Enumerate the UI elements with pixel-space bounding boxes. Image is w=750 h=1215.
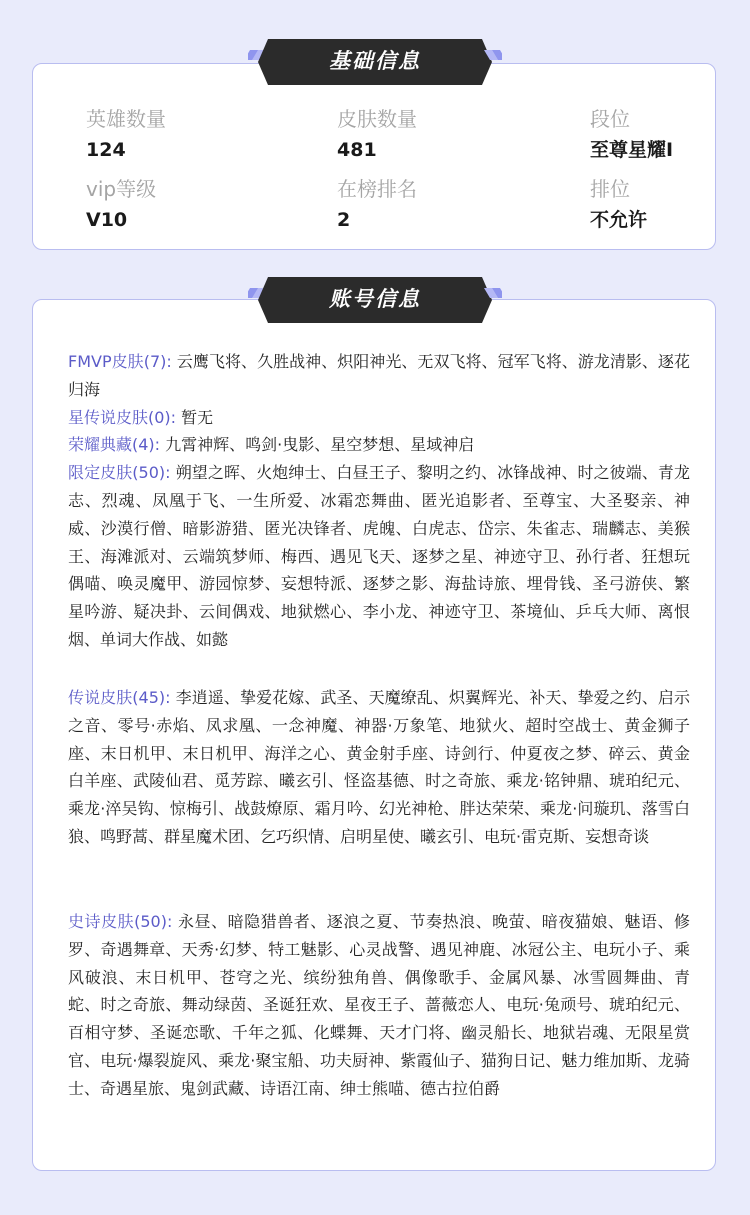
skin-group-legend (68, 684, 690, 851)
account-info-banner (248, 276, 502, 324)
stat-value: V10 (86, 209, 128, 231)
basic-info-card (32, 63, 716, 250)
skin-category-label: 限定皮肤(50): (68, 463, 171, 483)
stat-rank-tier (590, 105, 673, 164)
stat-value: 不允许 (590, 209, 648, 231)
skin-category-label: FMVP皮肤(7): (68, 352, 172, 371)
stat-value: 2 (337, 209, 351, 231)
stat-label: 英雄数量 (86, 107, 166, 131)
skin-category-label: 史诗皮肤(50): (68, 912, 173, 931)
skin-category-items: 九霄神辉、鸣剑·曳影、星空梦想、星域神启 (165, 435, 475, 455)
skin-category-label: 星传说皮肤(0): (68, 407, 177, 427)
banner-title: 账号信息 (329, 287, 421, 311)
skin-category-items: 永昼、暗隐猎兽者、逐浪之夏、节奏热浪、晚萤、暗夜猫娘、魅语、修罗、奇遇舞章、天秀·幻梦、特工魅影、心灵战警、遇见神鹿、冰冠公主、电玩小子、乘风破浪、末日机甲、苍穹之光、缤纷独角兽、偶像歌手、金属风暴、冰雪圆舞曲、青蛇、时之奇旅、舞动绿茵、圣诞狂欢、星夜王子、蔷薇恋人、电玩·兔顽号、琥珀纪元、百相守梦、圣诞恋歌、千年之狐、化蝶舞、天才门将、幽灵船长、地狱岩魂、无限星赏官、电玩·爆裂旋风、乘龙·聚宝船、功夫厨神、紫霞仙子、猫狗日记、魅力维加斯、龙骑士、奇遇星旅、鬼剑武藏、诗语江南、绅士熊喵、德古拉伯爵 (68, 912, 690, 1098)
stat-label: 在榜排名 (337, 177, 417, 201)
stat-vip-level (86, 175, 156, 234)
stat-hero-count (86, 105, 166, 164)
skin-category-fmvp (68, 348, 690, 404)
skin-category-items: 朔望之晖、火炮绅士、白昼王子、黎明之约、冰锋战神、时之彼端、青龙志、烈魂、凤凰于飞、一生所爱、冰霜恋舞曲、匿光追影者、至尊宝、大圣娶亲、神威、沙漠行僧、暗影游猎、匿光决锋者、虎魄、白虎志、岱宗、朱雀志、瑞麟志、美猴王、海滩派对、云端筑梦师、梅西、遇见飞天、逐梦之星、神迹守卫、孙行者、狂想玩偶喵、唤灵魔甲、游园惊梦、妄想特派、逐梦之影、海盐诗旅、埋骨钱、圣弓游侠、繁星吟游、疑决卦、云间偶戏、地狱燃心、李小龙、神迹守卫、茶境仙、乒乓大师、离恨烟、单词大作战、如懿 (68, 463, 690, 649)
stat-label: 段位 (590, 107, 630, 131)
stat-label: 排位 (590, 177, 630, 201)
skin-category-star-legend (68, 404, 690, 432)
skin-category-items: 云鹰飞将、久胜战神、炽阳神光、无双飞将、冠军飞将、游龙清影、逐花归海 (68, 352, 690, 399)
stat-label: 皮肤数量 (337, 107, 417, 131)
stat-skin-count (337, 105, 417, 164)
skin-category-items: 暂无 (181, 407, 214, 427)
stat-label: vip等级 (86, 177, 157, 201)
skin-category-items: 李逍遥、挚爱花嫁、武圣、天魔缭乱、炽翼辉光、补天、挚爱之约、启示之音、零号·赤焰、凤求凰、一念神魔、神器·万象笔、地狱火、超时空战士、黄金狮子座、末日机甲、末日机甲、海洋之心、黄金射手座、诗剑行、仲夏夜之梦、碎云、黄金白羊座、武陵仙君、觅芳踪、曦玄引、怪盗基德、时之奇旅、乘龙·铭钟鼎、琥珀纪元、乘龙·淬吴钩、惊梅引、战鼓燎原、霜月吟、幻光神枪、胖达荣荣、乘龙·问璇玑、落雪白狼、鸣野蒿、群星魔术团、乞巧织情、启明星使、曦玄引、电玩·雷克斯、妄想奇谈 (68, 688, 690, 846)
skin-category-legend (68, 684, 690, 851)
skin-category-limited (68, 459, 690, 654)
stat-value: 至尊星耀I (590, 139, 674, 161)
stat-value: 481 (337, 139, 377, 161)
skin-category-glory-collection (68, 431, 690, 459)
skin-category-label: 传说皮肤(45): (68, 688, 171, 707)
stat-leaderboard-rank (337, 175, 417, 234)
stat-ranked-permission (590, 175, 647, 234)
skin-category-epic (68, 908, 690, 1103)
skin-group-epic (68, 908, 690, 1103)
basic-info-banner (248, 38, 502, 86)
skin-category-label: 荣耀典藏(4): (68, 435, 161, 455)
banner-title: 基础信息 (329, 49, 421, 73)
stat-value: 124 (86, 139, 126, 161)
skin-group-top (68, 348, 690, 654)
